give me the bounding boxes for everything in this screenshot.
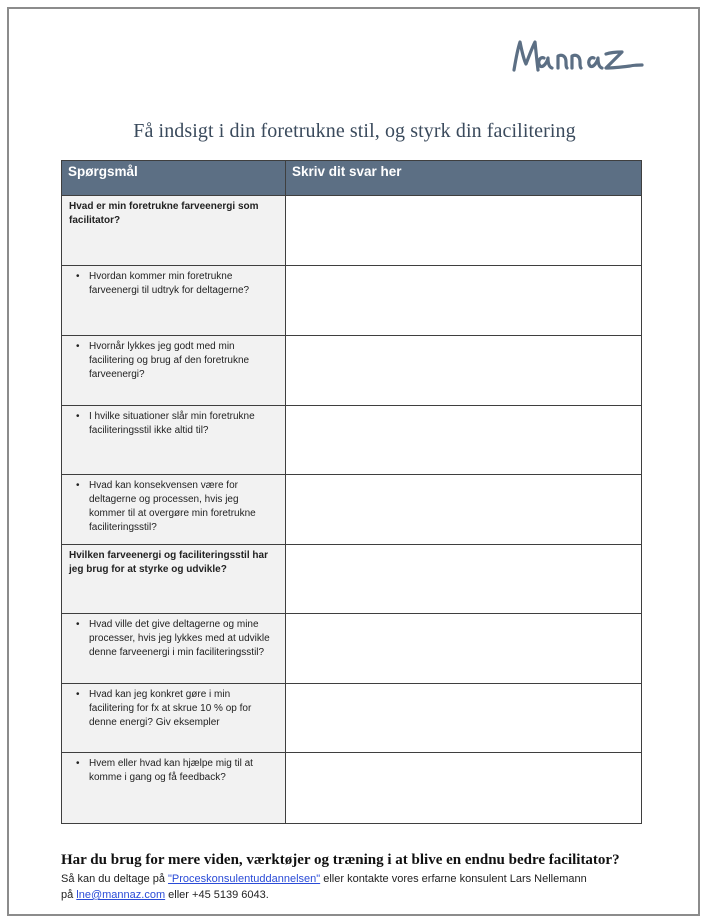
bullet-icon: • [76,758,80,769]
question-heading: Hvad er min foretrukne farveenergi som facilitator? [69,201,259,226]
question-cell [62,266,286,336]
question-text: Hvad kan jeg konkret gøre i min facilitering for fx at skrue 10 % op for denne energi? Giv eksempler [89,689,252,728]
answer-cell[interactable] [286,336,642,406]
question-bullet [69,410,277,438]
footer-line-2 [61,887,681,903]
question-cell [62,614,286,684]
mannaz-logo [506,30,656,78]
question-text: I hvilke situationer slår min foretrukne faciliteringsstil ikke altid til? [89,411,255,436]
bullet-icon: • [76,271,80,282]
course-link[interactable]: "Proceskonsulentuddannelsen" [168,873,321,885]
answer-cell[interactable] [286,753,642,824]
footer-line-1 [61,871,681,887]
answer-cell[interactable] [286,196,642,266]
footer-text: på [61,889,77,901]
question-heading: Hvilken farveenergi og faciliteringsstil har jeg brug for at styrke og udvikle? [69,550,268,575]
answer-cell[interactable] [286,266,642,336]
question-bullet [69,618,277,660]
question-text: Hvad ville det give deltagerne og mine processer, hvis jeg lykkes med at udvikle denne farveenergi i min faciliteringsstil? [89,619,270,658]
question-cell [62,196,286,266]
bullet-icon: • [76,411,80,422]
bullet-icon: • [76,480,80,491]
question-bullet [69,340,277,382]
question-bullet [69,270,277,298]
answer-cell[interactable] [286,684,642,753]
footer-text: eller kontakte vores erfarne konsulent Lars Nellemann [320,873,587,885]
question-text: Hvad kan konsekvensen være for deltagerne og processen, hvis jeg kommer til at overgøre min foretrukne faciliteringsstil? [89,480,256,533]
question-cell [62,336,286,406]
bullet-icon: • [76,689,80,700]
footer-heading: Har du brug for mere viden, værktøjer og træning i at blive en endnu bedre facilitator? [61,852,620,868]
bullet-icon: • [76,341,80,352]
question-cell [62,406,286,475]
footer [61,852,681,903]
question-cell [62,545,286,614]
question-text: Hvornår lykkes jeg godt med min facilitering og brug af den foretrukne farveenergi? [89,341,250,380]
column-header-questions: Spørgsmål [62,161,286,196]
question-bullet [69,479,277,535]
question-cell [62,475,286,545]
bullet-icon: • [76,619,80,630]
answer-cell[interactable] [286,406,642,475]
question-bullet [69,757,277,785]
answer-cell[interactable] [286,614,642,684]
question-text: Hvordan kommer min foretrukne farveenergi til udtryk for deltagerne? [89,271,250,296]
answer-cell[interactable] [286,475,642,545]
question-text: Hvem eller hvad kan hjælpe mig til at komme i gang og få feedback? [89,758,253,783]
column-header-answers: Skriv dit svar her [286,161,642,196]
question-cell [62,753,286,824]
question-bullet [69,688,277,730]
page-title: Få indsigt i din foretrukne stil, og styrk din facilitering [133,120,576,142]
email-link[interactable]: lne@mannaz.com [76,889,166,901]
footer-text: Så kan du deltage på [61,873,169,885]
footer-text: eller +45 5139 6043. [165,889,269,901]
question-cell [62,684,286,753]
answer-cell[interactable] [286,545,642,614]
question-table [61,160,642,824]
